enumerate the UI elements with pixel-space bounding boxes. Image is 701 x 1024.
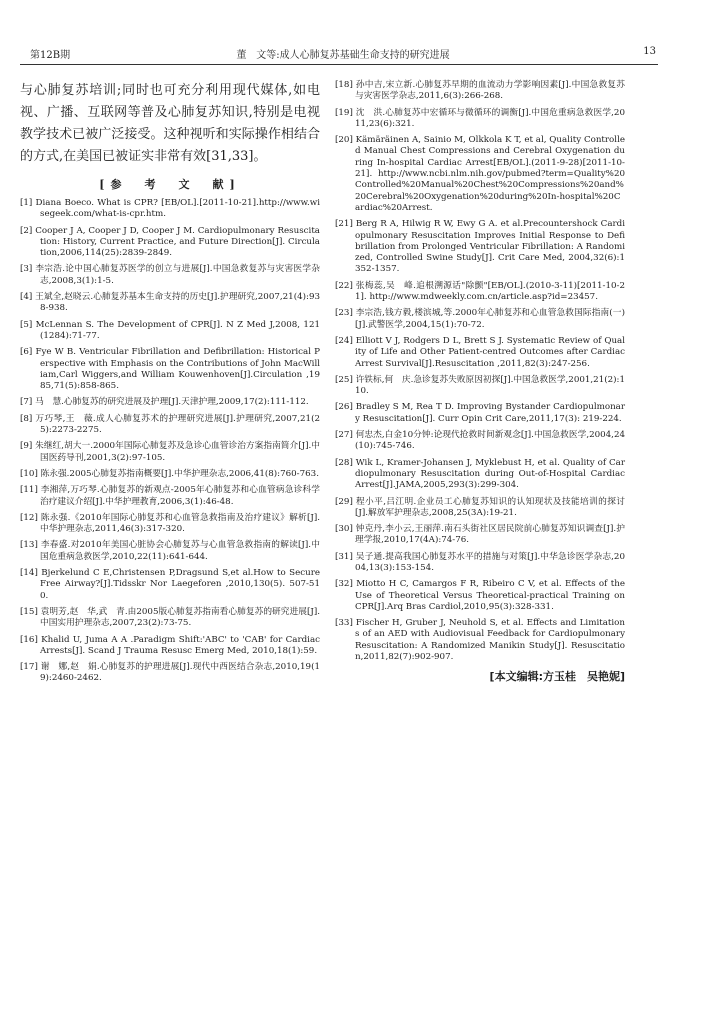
reference-item: [2] Cooper J A, Cooper J D, Cooper J M. Cardiopulmonary Resuscitation: History, Current Practice, and Future Direction[J]. Circulation,2006,114(25):2839-2849. bbox=[20, 225, 320, 259]
reference-item: [23] 李宗浩,钱方毅,楼滨城,等.2000年心肺复苏和心血管急救国际指南(一)[J].武警医学,2004,15(1):70-72. bbox=[335, 308, 625, 330]
reference-item: [28] Wik L, Kramer-Johansen J, Myklebust H, et al. Quality of Cardiopulmonary Resuscitation during Out-of-Hospital Cardiac Arrest[J].JAMA,2005,293(3):299-304. bbox=[335, 457, 625, 491]
intro-paragraph: 与心肺复苏培训;同时也可充分利用现代媒体,如电视、广播、互联网等普及心肺复苏知识,特别是电视教学技术已被广泛接受。这种视听和实际操作相结合的方式,在美国已被证实非常有效[31,33]。 bbox=[20, 83, 320, 164]
reference-item: [22] 张梅蕊,吴 峰.追根溯源话"除颤"[EB/OL].(2010-3-11)[2011-10-21]. http://www.mdweekly.com.cn/article.asp?id=23457. bbox=[335, 280, 625, 303]
reference-item: [32] Miotto H C, Camargos F R, Ribeiro C V, et al. Effects of the Use of Theoretical Versus Theoretical-practical Training on CPR[J].Arq Bras Cardiol,2010,95(3):328-331. bbox=[335, 579, 625, 612]
running-header bbox=[30, 46, 656, 62]
reference-item: [17] 谢 娜,赵 娟.心肺复苏的护理进展[J].现代中西医结合杂志,2010,19(19):2460-2462. bbox=[20, 662, 320, 684]
header-rule bbox=[20, 64, 658, 65]
page-number: 13 bbox=[643, 46, 656, 57]
reference-item: [13] 李春盛.对2010年美国心脏协会心肺复苏与心血管急救指南的解读[J].中国危重病急救医学,2010,22(11):641-644. bbox=[20, 540, 320, 562]
reference-item: [3] 李宗浩.论中国心肺复苏医学的创立与进展[J].中国急救复苏与灾害医学杂志,2008,3(1):1-5. bbox=[20, 264, 320, 286]
reference-item: [26] Bradley S M, Rea T D. Improving Bystander Cardiopulmonary Resuscitation[J]. Curr Opin Crit Care,2011,17(3): 219-224. bbox=[335, 402, 625, 424]
reference-item: [19] 沈 洪.心肺复苏中宏循环与微循环的调衡[J].中国危重病急救医学,2011,23(6):321. bbox=[335, 107, 625, 129]
reference-item: [30] 钟克丹,李小云,王丽萍.南石头街社区居民院前心肺复苏知识调查[J].护理学报,2010,17(4A):74-76. bbox=[335, 524, 625, 546]
editor-credit: [本文编辑:方玉桂 吴艳妮] bbox=[489, 670, 625, 684]
reference-list-left bbox=[20, 198, 320, 685]
reference-item: [6] Fye W B. Ventricular Fibrillation and Defibrillation: Historical Perspective with Emphasis on the Contributions of John MacWilliam,Carl Wiggers,and William Kouwenhoven[J].Circulation ,1985,71(5):858-865. bbox=[20, 347, 320, 392]
references-heading: [参 考 文 献] bbox=[99, 178, 241, 191]
reference-item: [33] Fischer H, Gruber J, Neuhold S, et al. Effects and Limitations of an AED with Audiovisual Feedback for Cardiopulmonary Resuscitation: A Randomized Manikin Study[J]. Resuscitation,2011,82(7):902-907. bbox=[335, 618, 625, 663]
reference-item: [8] 万巧琴,王 薇.成人心肺复苏术的护理研究进展[J].护理研究,2007,21(25):2273-2275. bbox=[20, 413, 320, 436]
reference-item: [11] 李湘萍,万巧琴.心肺复苏的新观点-2005年心肺复苏和心血管病急诊科学治疗建议介绍[J].中华护理教育,2006,3(1):46-48. bbox=[20, 485, 320, 507]
reference-item: [4] 王斌全,赵晓云.心肺复苏基本生命支持的历史[J].护理研究,2007,21(4):938-938. bbox=[20, 292, 320, 314]
running-title: 董 文等:成人心肺复苏基础生命支持的研究进展 bbox=[236, 50, 450, 61]
reference-item: [29] 程小平,吕江明.企业员工心肺复苏知识的认知现状及技能培训的探讨[J].解放军护理杂志,2008,25(3A):19-21. bbox=[335, 496, 625, 518]
reference-item: [15] 袁明芳,赵 华,武 青.由2005版心肺复苏指南看心肺复苏的研究进展[J].中国实用护理杂志,2007,23(2):73-75. bbox=[20, 606, 320, 629]
reference-item: [5] McLennan S. The Development of CPR[J]. N Z Med J,2008, 121(1284):71-77. bbox=[20, 319, 320, 341]
reference-item: [18] 孙中吉,宋立新.心肺复苏早期的血流动力学影响因素[J].中国急救复苏与灾害医学杂志,2011,6(3):266-268. bbox=[335, 80, 625, 102]
right-column bbox=[335, 80, 625, 684]
reference-item: [31] 吴子通.提高我国心肺复苏水平的措施与对策[J].中华急诊医学杂志,2004,13(3):153-154. bbox=[335, 551, 625, 573]
reference-item: [24] Elliott V J, Rodgers D L, Brett S J. Systematic Review of Quality of Life and Other Patient-centred Outcomes after Cardiac Arrest Survival[J].Resuscitation ,2011,82(3):247-256. bbox=[335, 335, 625, 369]
reference-item: [25] 许铁标,何 庆.急诊复苏失败原因初探[J].中国急救医学,2001,21(2):110. bbox=[335, 374, 625, 397]
reference-item: [27] 何忠杰,白金10分钟:论现代抢救时间新观念[J].中国急救医学,2004,24(10):745-746. bbox=[335, 430, 625, 452]
reference-list-right bbox=[335, 80, 625, 663]
reference-item: [21] Berg R A, Hilwig R W, Ewy G A. et al.Precountershock Cardiopulmonary Resuscitation Improves Initial Response to Defibrillation from Prolonged Ventricular Fibrillation: A Randomized, Controlled Swine Study[J]. Crit Care Med, 2004,32(6):1352-1357. bbox=[335, 219, 625, 275]
reference-item: [12] 陈永强.《2010年国际心肺复苏和心血管急救指南及治疗建议》解析[J].中华护理杂志,2011,46(3):317-320. bbox=[20, 512, 320, 535]
reference-item: [20] Kämäräinen A, Sainio M, Olkkola K T, et al, Quality Controlled Manual Chest Compressions and Cerebral Oxygenation during In-hospital Cardiac Arrest[EB/OL].(2011-9-28)[2011-10-21]. http://www.ncbi.nlm.nih.gov/pubmed?term=Quality%20Controlled%20Manual%20Chest%20Compressions%20and%20Cerebral%20Oxygenation%20during%20In-hospital%20Cardiac%20Arrest. bbox=[335, 135, 625, 213]
reference-item: [16] Khalid U, Juma A A .Paradigm Shift:'ABC' to 'CAB' for Cardiac Arrests[J]. Scand J Trauma Resusc Emerg Med, 2010,18(1):59. bbox=[20, 634, 320, 656]
left-column bbox=[20, 80, 320, 690]
reference-item: [9] 朱继红,胡大一.2000年国际心肺复苏及急诊心血管诊治方案指南简介[J].中国医药导刊,2001,3(2):97-105. bbox=[20, 441, 320, 463]
issue-label: 第12B期 bbox=[30, 50, 71, 61]
reference-item: [1] Diana Boeco. What is CPR? [EB/OL].[2011-10-21].http://www.wisegeek.com/what-is-cpr.htm. bbox=[20, 198, 320, 220]
reference-item: [7] 马 慧.心肺复苏的研究进展及护理[J].天津护理,2009,17(2):111-112. bbox=[20, 397, 309, 408]
reference-item: [14] Bjerkelund C E,Christensen P,Dragsund S,et al.How to Secure Free Airway?[J].Tidsskr Nor Laegeforen ,2010,130(5). 507-510. bbox=[20, 568, 320, 601]
reference-item: [10] 陈永强.2005心肺复苏指南概要[J].中华护理杂志,2006,41(8):760-763. bbox=[20, 468, 319, 479]
